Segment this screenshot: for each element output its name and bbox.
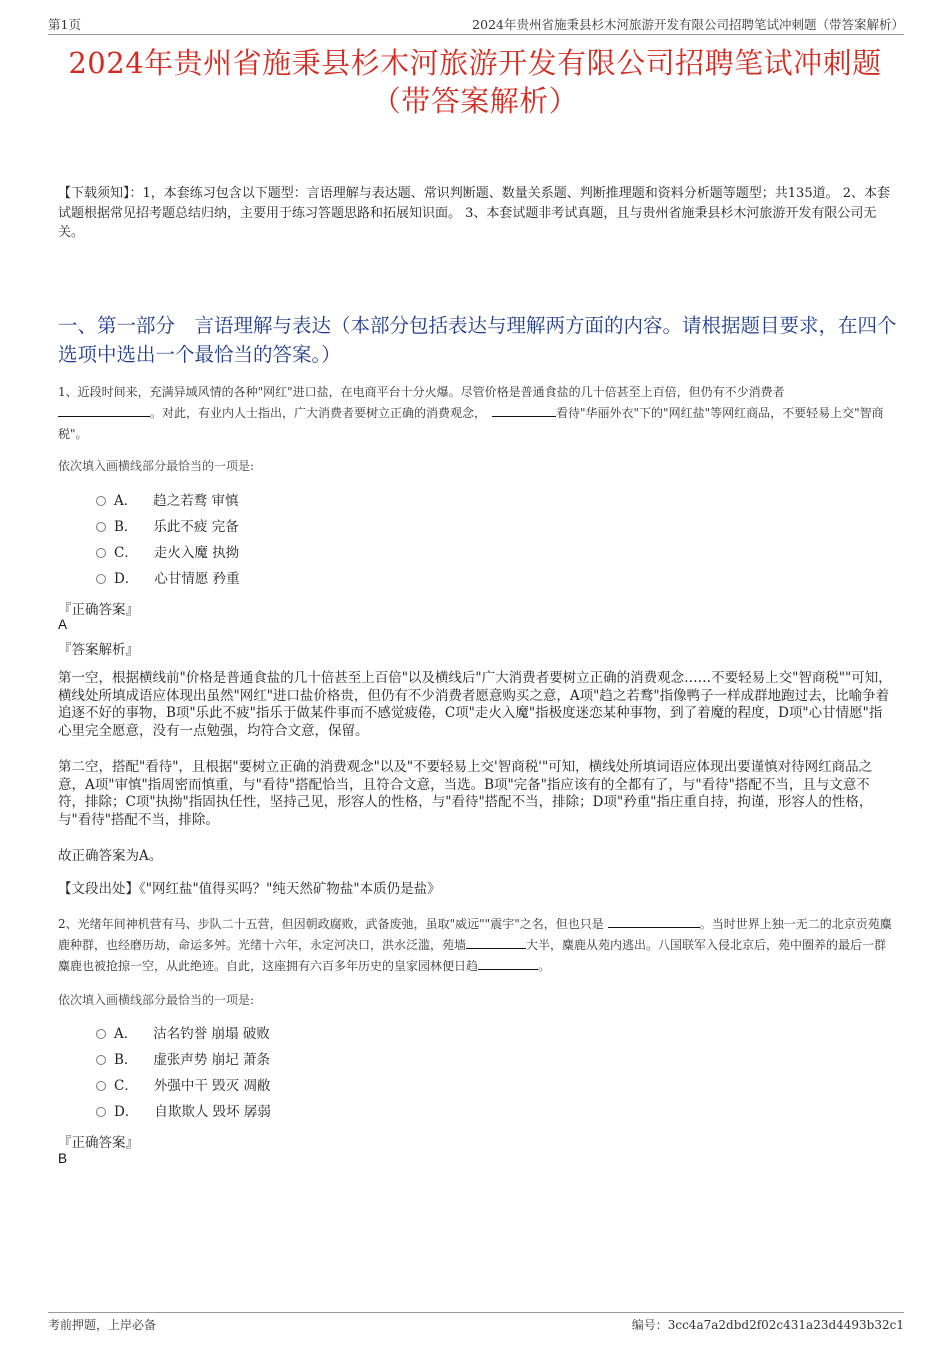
radio-icon[interactable] xyxy=(96,574,106,584)
source-note: 【文段出处】《"网红盐"值得买吗？"纯天然矿物盐"本质仍是盐》 xyxy=(58,881,441,897)
radio-icon[interactable] xyxy=(96,1107,106,1117)
question-1-text: 1、近段时间来，充满异域风情的各种"网红"进口盐，在电商平台十分火爆。尽管价格是普通食盐的几十倍甚至上百倍，但仍有不少消费者 。对此，有业内人士指出，广大消费者要树立正确的消费观念， 看待"华丽外衣"下的"网红盐"等网红商品，不要轻易上交"智商税"。 xyxy=(58,385,884,441)
radio-icon[interactable] xyxy=(96,548,106,558)
option-a[interactable]: A． 沽名钓誉 崩塌 破败 xyxy=(96,1021,271,1047)
option-d[interactable]: D． 心甘情愿 矜重 xyxy=(96,566,240,592)
question-1-options xyxy=(96,488,240,592)
option-b[interactable]: B． 乐此不疲 完备 xyxy=(96,514,240,540)
blank-1 xyxy=(58,404,150,417)
correct-answer-label: 『正确答案』 xyxy=(58,602,139,618)
blank-1 xyxy=(608,915,700,928)
question-2-options xyxy=(96,1021,271,1125)
radio-icon[interactable] xyxy=(96,496,106,506)
title-line-1: 2024年贵州省施秉县杉木河旅游开发有限公司招聘笔试冲刺题 xyxy=(68,46,882,80)
blank-3 xyxy=(478,957,538,970)
question-2-prompt: 依次填入画横线部分最恰当的一项是: xyxy=(58,993,255,1007)
correct-answer-label: 『正确答案』 xyxy=(58,1135,139,1151)
question-1-prompt: 依次填入画横线部分最恰当的一项是: xyxy=(58,459,255,473)
correct-answer: A xyxy=(58,617,68,632)
section-heading: 一、第一部分 言语理解与表达（本部分包括表达与理解两方面的内容。请根据题目要求，在四个选项中选出一个最恰当的答案。） xyxy=(58,314,897,366)
radio-icon[interactable] xyxy=(96,1055,106,1065)
option-b[interactable]: B． 虚张声势 崩圮 萧条 xyxy=(96,1047,271,1073)
page-footer xyxy=(48,1312,904,1332)
footer-serial: 编号：3cc4a7a2dbd2f02c431a23d4493b32c1 xyxy=(631,1318,904,1332)
option-a[interactable]: A． 趋之若鹜 审慎 xyxy=(96,488,240,514)
document-title xyxy=(40,44,910,120)
conclusion: 故正确答案为A。 xyxy=(58,848,163,864)
option-c[interactable]: C． 外强中干 毁灭 凋敝 xyxy=(96,1073,271,1099)
header-doc-title: 2024年贵州省施秉县杉木河旅游开发有限公司招聘笔试冲刺题（带答案解析） xyxy=(472,17,904,32)
blank-2 xyxy=(492,404,556,417)
download-notice: 【下载须知】：1，本套练习包含以下题型：言语理解与表达题、常识判断题、数量关系题、判断推理题和资料分析题等题型；共135道。 2、本套试题根据常见招考题总结归纳，主要用于练习答题思路和拓展知识面。 3、本套试题非考试真题，且与贵州省施秉县杉木河旅游开发有限公司无关。 xyxy=(58,186,890,240)
page-header xyxy=(48,14,904,35)
analysis-label: 『答案解析』 xyxy=(58,642,139,658)
page-number: 第1页 xyxy=(48,17,81,32)
blank-2 xyxy=(466,936,526,949)
title-line-2: （带答案解析） xyxy=(371,84,579,118)
option-c[interactable]: C． 走火入魔 执拗 xyxy=(96,540,240,566)
analysis-paragraph-1: 第一空，根据横线前"价格是普通食盐的几十倍甚至上百倍"以及横线后"广大消费者要树立正确的消费观念……不要轻易上交"智商税""可知，横线处所填成语应体现出虽然"网红"进口盐价格贵，但仍有不少消费者愿意购买之意，A项"趋之若鹜"指像鸭子一样成群地跑过去，比喻争着追逐不好的事物，B项"乐此不疲"指乐于做某件事而不感觉疲倦，C项"走火入魔"指极度迷恋某种事物，到了着魔的程度，D项"心甘情愿"指心里完全愿意，没有一点勉强，均符合文意，保留。 xyxy=(58,670,892,739)
radio-icon[interactable] xyxy=(96,1081,106,1091)
footer-slogan: 考前押题，上岸必备 xyxy=(48,1318,157,1332)
radio-icon[interactable] xyxy=(96,522,106,532)
option-d[interactable]: D． 自欺欺人 毁坏 孱弱 xyxy=(96,1099,271,1125)
radio-icon[interactable] xyxy=(96,1029,106,1039)
correct-answer: B xyxy=(58,1151,68,1166)
question-2-text: 2、光绪年间神机营有马、步队二十五营，但因朝政腐败，武备废弛，虽取"威远""震宇"之名，但也只是 。当时世界上独一无二的北京贡苑麋鹿种群，也经磨历劫，命运多舛。光绪十六年，永定河决口，洪水泛滥，苑墙 大半，麋鹿从苑内逃出。八国联军入侵北京后，苑中圈养的最后一群麋鹿也被抢掠一空，从此绝迹。自此，这座拥有六百多年历史的皇家园林便日趋 。 xyxy=(58,917,892,973)
analysis-paragraph-2: 第二空，搭配"看待"，且根据"要树立正确的消费观念"以及"不要轻易上交'智商税'"可知，横线处所填词语应体现出要谨慎对待网红商品之意，A项"审慎"指周密而慎重，与"看待"搭配恰当，且符合文意，当选。B项"完备"指应该有的全都有了，与"看待"搭配不当，且与文意不符，排除；C项"执拗"指固执任性，坚持己见，形容人的性格，与"看待"搭配不当，排除；D项"矜重"指庄重自持，拘谨，形容人的性格，与"看待"搭配不当，排除。 xyxy=(58,759,873,828)
